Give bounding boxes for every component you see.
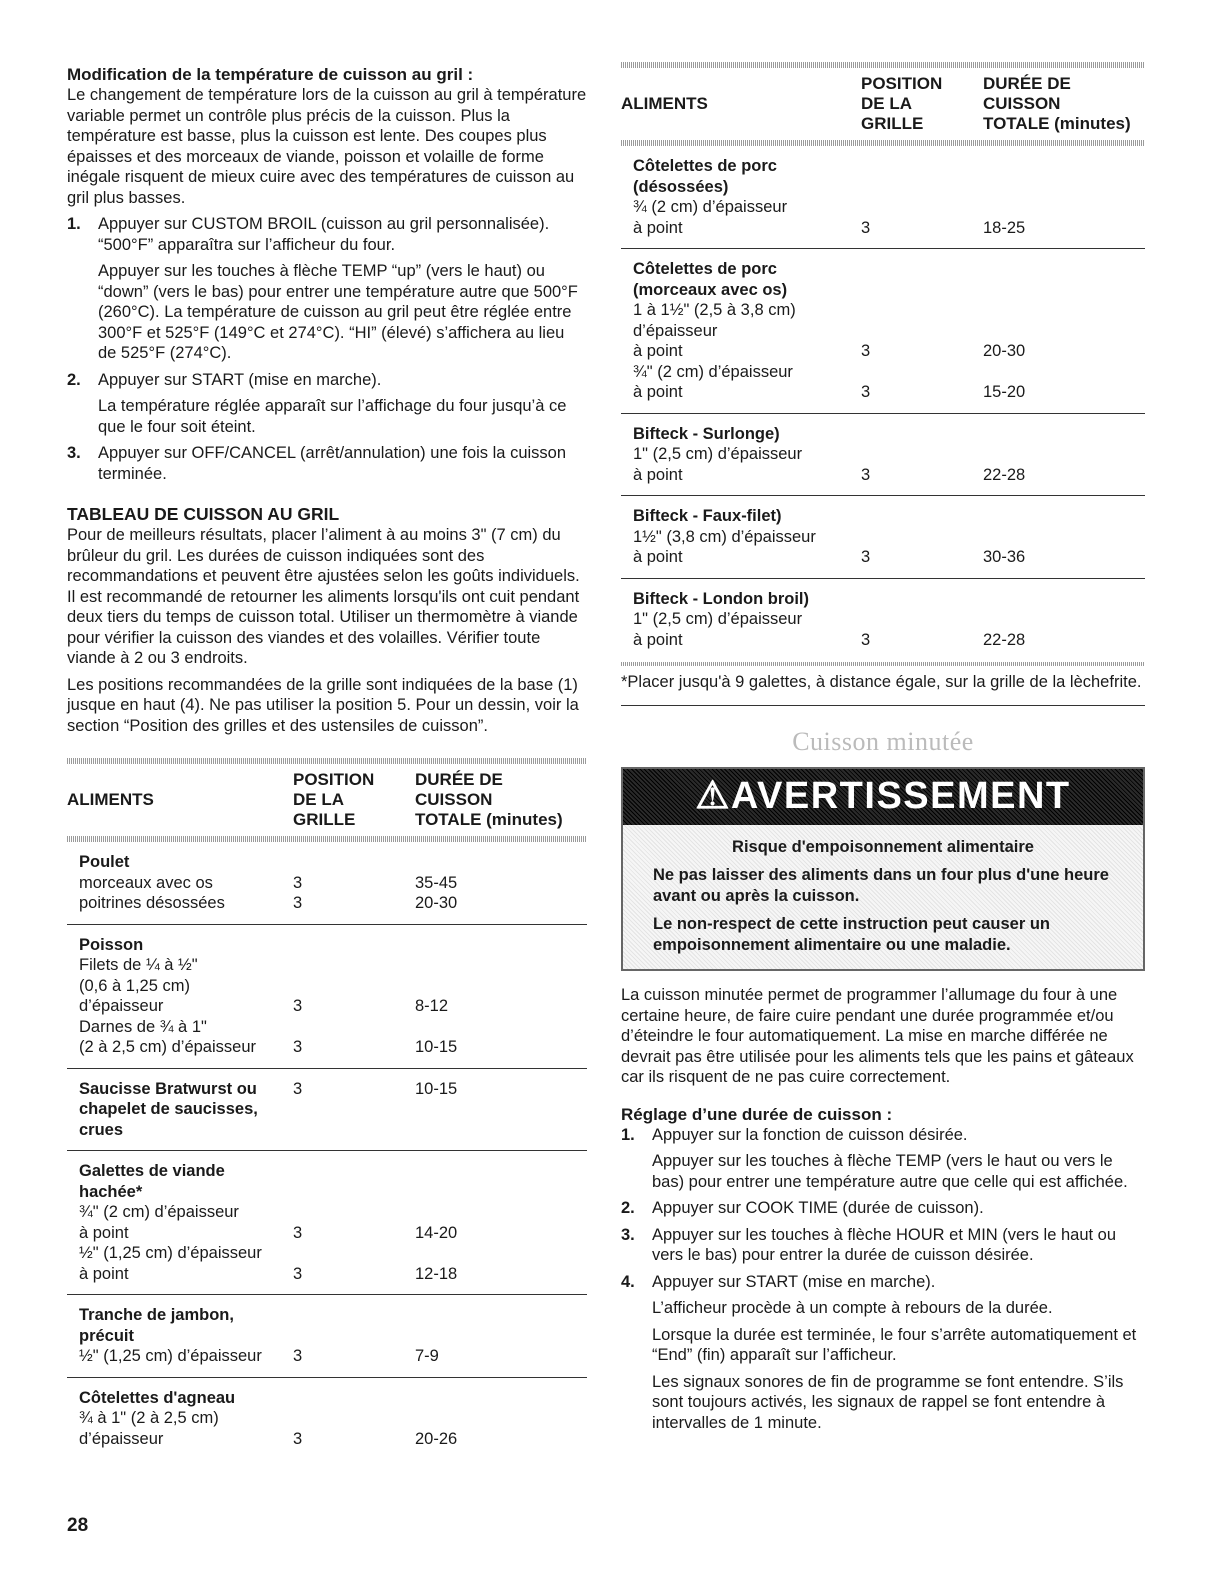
food-detail: 1" (2,5 cm) d’épaisseur — [633, 610, 803, 628]
table-heading: TABLEAU DE CUISSON AU GRIL — [67, 504, 340, 524]
time-cell — [415, 1295, 587, 1378]
time-value: 20-30 — [983, 342, 1026, 360]
position-value: 3 — [293, 1079, 303, 1098]
time-value — [983, 527, 1145, 548]
time-value: 20-26 — [415, 1429, 458, 1448]
position-value — [293, 935, 415, 956]
food-detail: à point — [633, 218, 683, 237]
time-cell — [983, 413, 1145, 496]
food-cell — [67, 924, 293, 1068]
position-value: 3 — [861, 218, 871, 237]
food-detail: à point — [633, 465, 683, 484]
time-cell — [983, 496, 1145, 579]
table-row — [621, 146, 1145, 249]
header-time: DURÉE DE CUISSON TOTALE (minutes) — [983, 74, 1131, 133]
food-detail: (2 à 2,5 cm) d’épaisseur — [79, 1038, 256, 1056]
position-cell — [293, 1151, 415, 1295]
position-value — [861, 280, 983, 301]
food-detail: d’épaisseur — [79, 997, 164, 1015]
table-row — [621, 249, 1145, 414]
time-value: 10-15 — [415, 1038, 458, 1056]
position-value: 3 — [293, 997, 303, 1015]
warning-banner — [623, 769, 1143, 825]
step-number: 3. — [621, 1225, 635, 1244]
position-cell — [293, 842, 415, 924]
position-cell — [861, 578, 983, 660]
cooktime-heading: Réglage d’une durée de cuisson : — [621, 1104, 893, 1124]
time-value — [415, 1182, 587, 1203]
position-cell — [293, 1295, 415, 1378]
food-detail: ¾ (2 cm) d’épaisseur — [633, 198, 788, 216]
position-value — [861, 609, 983, 630]
step-subtext: La température réglée apparaît sur l’affichage du four jusqu’à ce que le four soit éteint. — [98, 397, 567, 436]
food-detail: poitrines désossées — [79, 894, 225, 912]
header-position: POSITION DE LA GRILLE — [293, 770, 375, 829]
step-subtext: Les signaux sonores de fin de programme se font entendre. S’ils sont toujours activés, les signaux de rappel se font entendre à intervalles de 1 minute. — [652, 1372, 1124, 1432]
time-value: 18-25 — [983, 218, 1026, 237]
time-value: 30-36 — [983, 548, 1026, 566]
food-detail: ¾" (2 cm) d’épaisseur — [79, 1203, 239, 1221]
position-value — [293, 1202, 415, 1223]
food-cell — [621, 496, 861, 579]
position-value — [293, 1388, 415, 1409]
position-value — [861, 197, 983, 218]
food-name: (désossées) — [633, 177, 729, 196]
broil-table-left — [67, 758, 587, 1459]
position-value — [293, 976, 415, 997]
time-value: 15-20 — [983, 383, 1026, 401]
food-cell — [67, 1377, 293, 1459]
position-value — [861, 444, 983, 465]
position-value — [861, 259, 983, 280]
step-text: Appuyer sur OFF/CANCEL (arrêt/annulation) une fois la cuisson terminée. — [98, 444, 567, 483]
food-name: Bifteck - London broil) — [633, 589, 809, 608]
food-detail: à point — [633, 342, 683, 360]
food-cell — [67, 1151, 293, 1295]
step-item — [67, 443, 587, 484]
position-value — [861, 300, 983, 321]
food-detail: à point — [633, 548, 683, 566]
food-name: Galettes de viande — [79, 1162, 225, 1180]
table-intro-1: Pour de meilleurs résultats, placer l’aliment à au moins 3" (7 cm) du brûleur du gril. Les durées de cuisson indiquées sont des recommandations et peuvent être ajustées selon les goûts individuels. Il est recommandé de retourner les aliments lorsqu'ils ont cuit pendant deux tiers du temps de cuisson total. Utiliser un thermomètre à viande pour vérifier la cuisson des viandes et des volailles. Vérifier toute viande à 2 ou 3 endroits. — [67, 526, 580, 667]
position-value — [293, 1305, 415, 1326]
table-row — [67, 842, 587, 924]
step-item — [621, 1225, 1145, 1266]
step-text: Appuyer sur COOK TIME (durée de cuisson). — [652, 1199, 984, 1217]
warning-line-2: Le non-respect de cette instruction peut causer un empoisonnement alimentaire ou une maladie. — [653, 915, 1050, 954]
food-cell — [621, 249, 861, 414]
time-value — [983, 362, 1145, 383]
food-name: crues — [79, 1120, 124, 1139]
time-value — [415, 1120, 587, 1141]
header-food: ALIMENTS — [67, 790, 154, 809]
step-text: Appuyer sur START (mise en marche). — [98, 370, 382, 389]
time-value — [415, 852, 587, 873]
position-cell — [293, 1068, 415, 1151]
time-value — [983, 156, 1145, 177]
section-title: Cuisson minutée — [792, 727, 974, 756]
step-subtext: L’afficheur procède à un compte à rebours de la durée. — [652, 1299, 1053, 1317]
position-value: 3 — [293, 1347, 303, 1365]
position-value: 3 — [293, 1038, 303, 1056]
broil-heading: Modification de la température de cuisson au gril : — [67, 65, 474, 84]
position-value: 3 — [861, 630, 871, 649]
time-value — [983, 280, 1145, 301]
step-subtext: Appuyer sur les touches à flèche TEMP “up” (vers le haut) ou “down” (vers le bas) pour entrer une température autre que 500°F (260°C). La température de cuisson au gril peut être réglée entre 300°F et 525°F (149°C et 274°C). “HI” (élevé) s’affichera au lieu de 525°F (274°C). — [98, 262, 578, 362]
warning-banner-label: AVERTISSEMENT — [730, 775, 1071, 818]
step-number: 2. — [67, 370, 81, 389]
step-item — [67, 214, 587, 364]
position-value — [293, 1099, 415, 1120]
food-detail: ¾ à 1" (2 à 2,5 cm) — [79, 1409, 219, 1427]
step-item — [621, 1125, 1145, 1193]
food-name: chapelet de saucisses, — [79, 1100, 258, 1118]
time-value — [415, 1202, 587, 1223]
position-value: 3 — [293, 1429, 303, 1448]
food-detail: ¾" (2 cm) d’épaisseur — [633, 362, 793, 381]
time-value — [983, 424, 1145, 445]
food-name: Côtelettes de porc — [633, 260, 777, 278]
food-name: précuit — [79, 1326, 135, 1345]
food-detail: morceaux avec os — [79, 873, 213, 892]
food-detail: Filets de ¼ à ½" — [79, 956, 198, 974]
position-value — [861, 424, 983, 445]
food-cell — [621, 146, 861, 249]
table-row — [621, 496, 1145, 579]
position-value: 3 — [861, 548, 871, 566]
time-cell — [983, 146, 1145, 249]
food-name: Poisson — [79, 935, 144, 954]
table-row — [621, 413, 1145, 496]
time-value — [415, 1243, 587, 1264]
header-food: ALIMENTS — [621, 94, 708, 113]
time-value — [415, 1326, 587, 1347]
table-row — [67, 1295, 587, 1378]
step-subtext: Lorsque la durée est terminée, le four s’arrête automatiquement et “End” (fin) apparaît sur l’afficheur. — [652, 1325, 1137, 1364]
position-value: 3 — [861, 342, 871, 360]
header-time: DURÉE DE CUISSON TOTALE (minutes) — [415, 770, 563, 829]
broil-steps — [67, 214, 587, 484]
time-value — [983, 177, 1145, 198]
step-item — [621, 1272, 1145, 1434]
food-detail: ½" (1,25 cm) d’épaisseur — [79, 1244, 262, 1262]
food-detail: 1½" (3,8 cm) d’épaisseur — [633, 527, 816, 546]
footnote: *Placer jusqu'à 9 galettes, à distance égale, sur la grille de la lèchefrite. — [621, 672, 1145, 706]
position-value — [861, 527, 983, 548]
time-value — [415, 1305, 587, 1326]
food-detail: (0,6 à 1,25 cm) — [79, 976, 190, 995]
time-cell — [415, 1377, 587, 1459]
time-cell — [983, 578, 1145, 660]
food-detail: ½" (1,25 cm) d’épaisseur — [79, 1347, 262, 1365]
food-detail: 1" (2,5 cm) d’épaisseur — [633, 445, 803, 463]
header-position: POSITION DE LA GRILLE — [861, 74, 943, 133]
step-text: Appuyer sur la fonction de cuisson désirée. — [652, 1125, 968, 1144]
position-value — [293, 955, 415, 976]
step-text: Appuyer sur CUSTOM BROIL (cuisson au gril personnalisée). “500°F” apparaîtra sur l’afficheur du four. — [98, 215, 550, 254]
time-value — [983, 321, 1145, 342]
food-detail: 1 à 1½" (2,5 à 3,8 cm) — [633, 301, 796, 319]
time-value — [983, 609, 1145, 630]
food-detail: à point — [633, 630, 683, 649]
time-cell — [415, 1151, 587, 1295]
time-value — [415, 976, 587, 997]
time-value — [415, 955, 587, 976]
position-value — [293, 1408, 415, 1429]
position-value — [861, 156, 983, 177]
food-cell — [67, 842, 293, 924]
time-value — [983, 444, 1145, 465]
time-value: 12-18 — [415, 1264, 458, 1283]
position-value — [861, 589, 983, 610]
step-text: Appuyer sur les touches à flèche HOUR et MIN (vers le haut ou vers le bas) pour entrer la durée de cuisson désirée. — [652, 1225, 1117, 1264]
step-number: 1. — [67, 215, 81, 233]
step-subtext: Appuyer sur les touches à flèche TEMP (vers le haut ou vers le bas) pour entrer une température autre que celle qui est affichée. — [652, 1152, 1128, 1191]
warning-title: Risque d'empoisonnement alimentaire — [732, 837, 1034, 856]
table-row — [67, 1377, 587, 1459]
step-item — [621, 1198, 1145, 1219]
step-number: 3. — [67, 444, 81, 462]
food-detail: d’épaisseur — [633, 321, 718, 340]
time-cell — [415, 1068, 587, 1151]
food-detail: Darnes de ¾ à 1" — [79, 1017, 207, 1036]
time-cell — [983, 249, 1145, 414]
position-value — [861, 177, 983, 198]
time-value: 35-45 — [415, 873, 458, 892]
broil-table-right — [621, 62, 1145, 706]
table-row — [621, 578, 1145, 660]
food-name: Côtelettes d'agneau — [79, 1388, 236, 1407]
time-value — [415, 1099, 587, 1120]
food-cell — [621, 413, 861, 496]
food-name: (morceaux avec os) — [633, 280, 788, 299]
step-number: 2. — [621, 1199, 635, 1217]
time-value: 22-28 — [983, 465, 1026, 484]
position-value — [293, 1326, 415, 1347]
time-value: 22-28 — [983, 630, 1026, 649]
position-value — [293, 1243, 415, 1264]
step-number: 4. — [621, 1272, 635, 1291]
step-number: 1. — [621, 1125, 635, 1144]
time-value: 8-12 — [415, 997, 449, 1015]
position-value — [861, 321, 983, 342]
time-value: 20-30 — [415, 894, 458, 912]
time-value: 10-15 — [415, 1079, 458, 1098]
food-name: Bifteck - Surlonge) — [633, 424, 780, 443]
food-detail: d’épaisseur — [79, 1429, 164, 1448]
time-value: 7-9 — [415, 1347, 439, 1365]
position-value: 3 — [293, 894, 303, 912]
food-detail: à point — [633, 383, 683, 401]
position-value: 3 — [861, 383, 871, 401]
table-row — [67, 1068, 587, 1151]
cooktime-steps — [621, 1125, 1145, 1434]
food-detail: à point — [79, 1264, 129, 1283]
food-cell — [67, 1068, 293, 1151]
time-cell — [415, 924, 587, 1068]
food-cell — [621, 578, 861, 660]
time-value — [415, 1408, 587, 1429]
warning-box — [621, 767, 1145, 972]
position-value: 3 — [293, 1223, 303, 1242]
table-row — [67, 1151, 587, 1295]
time-value — [415, 935, 587, 956]
food-cell — [67, 1295, 293, 1378]
warning-triangle-icon: ⚠ — [695, 775, 731, 818]
food-name: Poulet — [79, 853, 130, 871]
timed-intro: La cuisson minutée permet de programmer l’allumage du four à une certaine heure, de faire cuire pendant une durée programmée et/ou d’éteindre le four automatiquement. La mise en marche différée ne devrait pas être utilisée pour les aliments tels que les pains et gâteaux car ils risquent de ne pas cuire correctement. — [621, 986, 1134, 1086]
time-value — [983, 259, 1145, 280]
page-number: 28 — [67, 1515, 89, 1536]
position-value: 3 — [861, 465, 871, 484]
position-cell — [861, 496, 983, 579]
position-value: 3 — [293, 1264, 303, 1283]
time-value — [415, 1017, 587, 1038]
time-value — [983, 589, 1145, 610]
time-value — [415, 1388, 587, 1409]
step-item — [67, 370, 587, 438]
table-row — [67, 924, 587, 1068]
food-detail: à point — [79, 1223, 129, 1242]
position-value — [861, 506, 983, 527]
broil-intro: Le changement de température lors de la cuisson au gril à température variable permet un contrôle plus précis de la cuisson. Plus la température est basse, plus la cuisson est lente. Des coupes plus épaisses et des morceaux de viande, poisson et volaille de forme inégale risquent de mieux cuire avec des températures de cuisson au gril plus basses. — [67, 86, 587, 207]
food-name: hachée* — [79, 1182, 143, 1201]
time-value — [415, 1161, 587, 1182]
position-value — [293, 1017, 415, 1038]
food-name: Côtelettes de porc — [633, 157, 777, 175]
time-value — [983, 300, 1145, 321]
time-value — [983, 197, 1145, 218]
position-value — [861, 362, 983, 383]
position-value — [293, 852, 415, 873]
position-cell — [861, 146, 983, 249]
position-value — [293, 1182, 415, 1203]
time-value — [983, 506, 1145, 527]
position-value — [293, 1161, 415, 1182]
position-cell — [293, 924, 415, 1068]
position-cell — [293, 1377, 415, 1459]
food-name: Tranche de jambon, — [79, 1306, 234, 1324]
time-cell — [415, 842, 587, 924]
food-name: Saucisse Bratwurst ou — [79, 1079, 257, 1098]
table-intro-2: Les positions recommandées de la grille sont indiquées de la base (1) jusque en haut (4). Ne pas utiliser la position 5. Pour un dessin, voir la section “Position des grilles et des ustensiles de cuisson”. — [67, 675, 579, 735]
position-value — [293, 1120, 415, 1141]
time-value: 14-20 — [415, 1223, 458, 1242]
position-cell — [861, 413, 983, 496]
food-name: Bifteck - Faux-filet) — [633, 507, 782, 525]
warning-line-1: Ne pas laisser des aliments dans un four plus d'une heure avant ou après la cuisson. — [653, 866, 1109, 905]
position-cell — [861, 249, 983, 414]
position-value: 3 — [293, 873, 303, 892]
step-text: Appuyer sur START (mise en marche). — [652, 1272, 936, 1291]
